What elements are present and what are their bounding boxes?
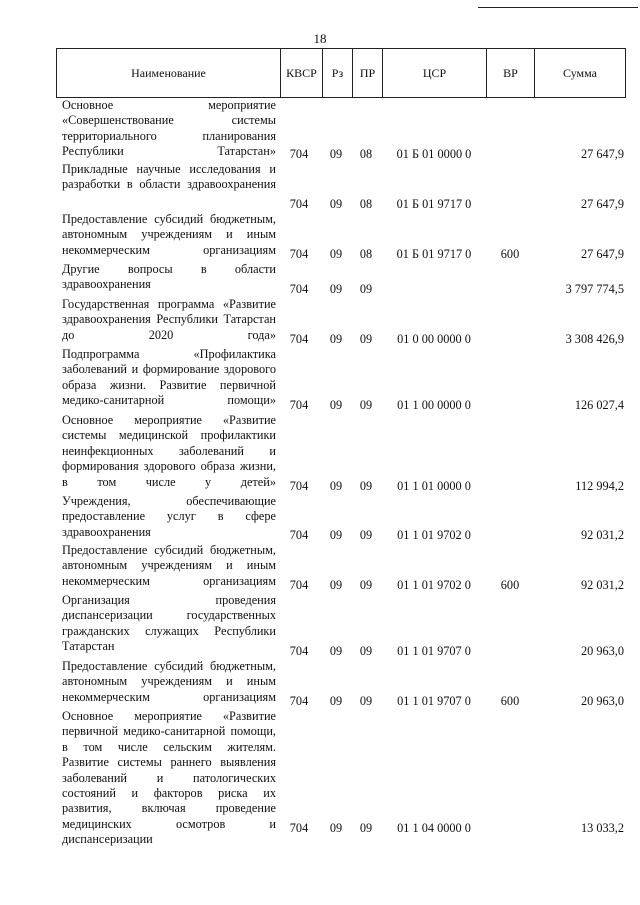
row-rz: 09	[329, 643, 343, 658]
row-csr: 01 Б 01 0000 0	[396, 146, 472, 161]
table-row	[56, 593, 626, 659]
row-csr: 01 1 04 0000 0	[397, 820, 471, 835]
row-name: Основное мероприятие «Совершенствование системы территориального планирования Республики Татарстан»	[62, 98, 276, 159]
row-pr: 08	[359, 196, 373, 211]
row-name: Прикладные научные исследования и разработки в области здравоохранения	[62, 162, 276, 192]
row-sum: 13 033,2	[580, 820, 624, 835]
row-pr: 08	[359, 246, 373, 261]
row-name: Предоставление субсидий бюджетным, автономным учреждениям и иным некоммерческим организациям	[62, 659, 276, 704]
row-name: Государственная программа «Развитие здравоохранения Республики Татарстан до 2020 года»	[62, 297, 276, 342]
row-csr: 01 1 01 9707 0	[397, 643, 471, 658]
row-pr: 09	[359, 397, 373, 412]
row-vr: 600	[500, 693, 520, 708]
row-sum: 3 308 426,9	[565, 331, 624, 346]
header-pr: ПР	[353, 49, 383, 97]
table-row	[56, 709, 626, 847]
row-csr: 01 1 01 9702 0	[397, 527, 471, 542]
row-pr: 09	[359, 478, 373, 493]
header-rz: Рз	[323, 49, 353, 97]
row-sum: 92 031,2	[580, 527, 624, 542]
row-name: Предоставление субсидий бюджетным, автономным учреждениям и иным некоммерческим организациям	[62, 543, 276, 588]
row-kvsr: 704	[289, 196, 309, 211]
row-kvsr: 704	[289, 478, 309, 493]
row-rz: 09	[329, 397, 343, 412]
table-row	[56, 413, 626, 494]
row-name: Подпрограмма «Профилактика заболеваний и формирование здорового образа жизни. Развитие первичной медико-санитарной помощи»	[62, 347, 276, 408]
row-kvsr: 704	[289, 577, 309, 592]
row-name: Другие вопросы в области здравоохранения	[62, 262, 276, 292]
row-pr: 09	[359, 820, 373, 835]
row-rz: 09	[329, 693, 343, 708]
row-vr: 600	[500, 246, 520, 261]
row-pr: 09	[359, 577, 373, 592]
header-csr: ЦСР	[383, 49, 487, 97]
table-row	[56, 262, 626, 297]
row-name: Предоставление субсидий бюджетным, автономным учреждениям и иным некоммерческим организациям	[62, 212, 276, 257]
row-rz: 09	[329, 478, 343, 493]
table-row	[56, 98, 626, 162]
row-sum: 27 647,9	[580, 146, 624, 161]
row-sum: 20 963,0	[580, 643, 624, 658]
row-kvsr: 704	[289, 527, 309, 542]
row-kvsr: 704	[289, 820, 309, 835]
header-vr: ВР	[487, 49, 535, 97]
table-row	[56, 297, 626, 347]
row-kvsr: 704	[289, 146, 309, 161]
top-rule	[478, 7, 638, 8]
row-csr: 01 1 01 9702 0	[397, 577, 471, 592]
row-csr: 01 0 00 0000 0	[397, 331, 471, 346]
row-csr: 01 1 01 0000 0	[397, 478, 471, 493]
row-sum: 27 647,9	[580, 246, 624, 261]
row-rz: 09	[329, 331, 343, 346]
row-name: Основное мероприятие «Развитие первичной медико-санитарной помощи, в том числе сельским жителям. Развитие системы раннего выявления заболеваний и патологических состояний и факторов риска их развития, включая проведение медицинских осмотров и диспансеризации	[62, 709, 276, 847]
row-pr: 09	[359, 643, 373, 658]
row-rz: 09	[329, 820, 343, 835]
row-sum: 20 963,0	[580, 693, 624, 708]
page-number: 18	[313, 31, 327, 46]
row-rz: 09	[329, 577, 343, 592]
row-kvsr: 704	[289, 281, 309, 296]
row-kvsr: 704	[289, 246, 309, 261]
row-name: Организация проведения диспансеризации государственных гражданских служащих Республики Татарстан	[62, 593, 276, 654]
row-csr: 01 Б 01 9717 0	[396, 246, 472, 261]
header-kvsr: КВСР	[281, 49, 323, 97]
table-body	[56, 98, 626, 847]
row-kvsr: 704	[289, 397, 309, 412]
table-header	[56, 48, 626, 98]
table-row	[56, 162, 626, 212]
row-vr: 600	[500, 577, 520, 592]
row-rz: 09	[329, 527, 343, 542]
table-row	[56, 347, 626, 413]
row-sum: 3 797 774,5	[565, 281, 624, 296]
row-name: Основное мероприятие «Развитие системы медицинской профилактики неинфекционных заболеваний и формирования здорового образа жизни, в том числе у детей»	[62, 413, 276, 489]
row-csr: 01 1 01 9707 0	[397, 693, 471, 708]
row-sum: 112 994,2	[575, 478, 624, 493]
row-rz: 09	[329, 281, 343, 296]
row-kvsr: 704	[289, 643, 309, 658]
table-row	[56, 659, 626, 709]
row-pr: 09	[359, 331, 373, 346]
row-csr: 01 1 00 0000 0	[397, 397, 471, 412]
row-sum: 126 027,4	[574, 397, 624, 412]
row-kvsr: 704	[289, 331, 309, 346]
row-rz: 09	[329, 196, 343, 211]
row-rz: 09	[329, 246, 343, 261]
row-pr: 09	[359, 281, 373, 296]
table-row	[56, 494, 626, 543]
row-csr: 01 Б 01 9717 0	[396, 196, 472, 211]
header-name: Наименование	[57, 49, 281, 97]
row-pr: 09	[359, 527, 373, 542]
header-sum: Сумма	[563, 65, 597, 80]
row-rz: 09	[329, 146, 343, 161]
row-name: Учреждения, обеспечивающие предоставление услуг в сфере здравоохранения	[62, 494, 276, 539]
row-pr: 09	[359, 693, 373, 708]
row-kvsr: 704	[289, 693, 309, 708]
row-sum: 27 647,9	[580, 196, 624, 211]
row-sum: 92 031,2	[580, 577, 624, 592]
row-pr: 08	[359, 146, 373, 161]
table-row	[56, 543, 626, 593]
table-row	[56, 212, 626, 262]
